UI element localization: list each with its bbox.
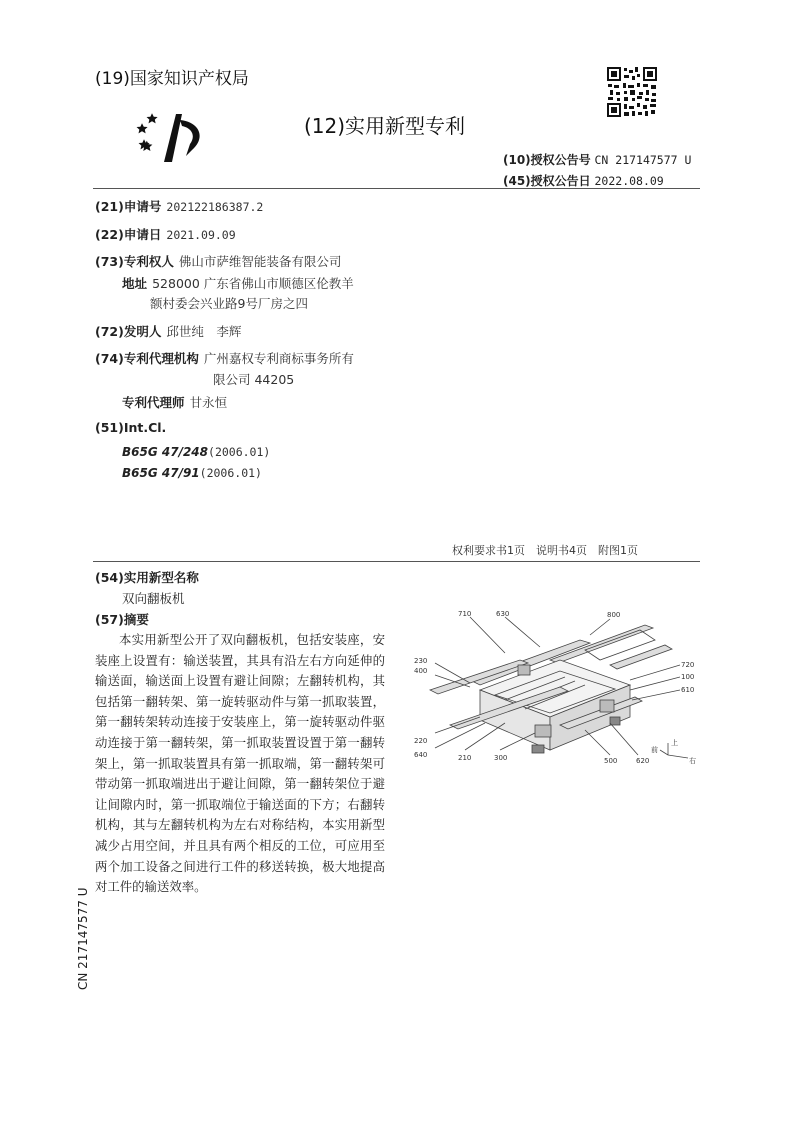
agent-label: 专利代理师 (122, 395, 185, 410)
patentee-row (95, 251, 341, 270)
title-label: (54)实用新型名称 (95, 570, 199, 585)
publication-number-row (503, 151, 691, 168)
ipc-class-1: B65G 47/248 (122, 445, 209, 459)
class-row-2 (122, 462, 262, 481)
ipc-class-2-version: (2006.01) (199, 466, 262, 480)
inventor-label: (72)发明人 (95, 324, 162, 339)
svg-text:800: 800 (607, 611, 621, 619)
address-row (122, 273, 354, 292)
svg-text:500: 500 (604, 757, 618, 765)
abstract-paragraph: 本实用新型公开了双向翻板机，包括安装座，安装座上设置有：输送装置，其具有沿左右方向延伸的输送面，输送面上设置有避让间隙；左翻转机构，其包括第一翻转架、第一旋转驱动件与第一抓取装置，第一翻转架转动连接于安装座上，第一旋转驱动件驱动连接于第一翻转架，第一抓取装置设置于第一翻转架上，第一抓取装置具有第一抓取端，第一翻转架可带动第一抓取端进出于避让间隙，第一翻转架位于避让间隙内时，第一抓取端位于输送面的下方；右翻转机构，其与左翻转机构为左右对称结构，本实用新型减少占用空间，并且具有两个相反的工位，可应用至两个加工设备之间进行工件的移送转换，极大地提高对工件的输送效率。 (95, 632, 385, 895)
svg-text:630: 630 (496, 610, 510, 618)
application-date-row (95, 224, 236, 243)
address-label: 地址 (122, 276, 148, 291)
address-line-1: 528000 广东省佛山市顺德区伦教羊 (152, 276, 354, 291)
header-divider (93, 188, 700, 189)
svg-text:400: 400 (414, 667, 428, 675)
svg-text:210: 210 (458, 754, 472, 762)
publication-number-label: (10)授权公告号 (503, 153, 591, 167)
address-line-2: 额村委会兴业路9号厂房之四 (150, 296, 308, 311)
application-number-label: (21)申请号 (95, 199, 162, 214)
side-publication-number: CN 217147577 U (76, 887, 90, 990)
utility-model-title: 双向翻板机 (122, 591, 185, 606)
patentee-label: (73)专利权人 (95, 254, 174, 269)
publication-date-label: (45)授权公告日 (503, 174, 591, 188)
svg-text:230: 230 (414, 657, 428, 665)
svg-text:710: 710 (458, 610, 472, 618)
ipc-class-1-version: (2006.01) (208, 445, 271, 459)
svg-text:右: 右 (689, 757, 696, 765)
publication-date: 2022.08.09 (594, 174, 664, 188)
agency-row (95, 348, 354, 367)
agency-line-2: 限公司 44205 (213, 372, 295, 387)
summary-divider (93, 561, 700, 562)
agent-row (122, 392, 227, 411)
svg-text:100: 100 (681, 673, 695, 681)
inventors: 邱世纯 李辉 (166, 324, 242, 339)
ipc-class-2: B65G 47/91 (122, 466, 200, 480)
cnipa-logo (130, 108, 206, 166)
int-cl-label: (51)Int.Cl. (95, 420, 167, 435)
abstract-text (95, 630, 385, 898)
qr-code (606, 66, 658, 118)
svg-text:前: 前 (651, 746, 658, 754)
agency-line-1: 广州嘉权专利商标事务所有 (203, 351, 354, 366)
publication-date-row (503, 172, 664, 189)
pages-summary: 权利要求书1页 说明书4页 附图1页 (452, 544, 638, 557)
publication-number: CN 217147577 U (594, 153, 692, 167)
svg-text:610: 610 (681, 686, 695, 694)
svg-text:620: 620 (636, 757, 650, 765)
inventor-row (95, 321, 241, 340)
svg-text:220: 220 (414, 737, 428, 745)
abstract-label: (57)摘要 (95, 612, 149, 627)
svg-text:720: 720 (681, 661, 695, 669)
svg-text:640: 640 (414, 751, 428, 759)
application-number-row (95, 196, 263, 215)
figure-drawing (410, 605, 710, 775)
application-date-label: (22)申请日 (95, 227, 162, 242)
office-name: (19)国家知识产权局 (95, 69, 249, 89)
agent: 甘永恒 (189, 395, 228, 410)
svg-text:300: 300 (494, 754, 508, 762)
document-type: (12)实用新型专利 (304, 114, 466, 138)
application-date: 2021.09.09 (166, 228, 236, 242)
class-row-1 (122, 441, 270, 460)
application-number: 202122186387.2 (166, 200, 264, 214)
patentee: 佛山市萨维智能装备有限公司 (178, 254, 342, 269)
svg-text:上: 上 (671, 739, 678, 747)
agency-label: (74)专利代理机构 (95, 351, 199, 366)
